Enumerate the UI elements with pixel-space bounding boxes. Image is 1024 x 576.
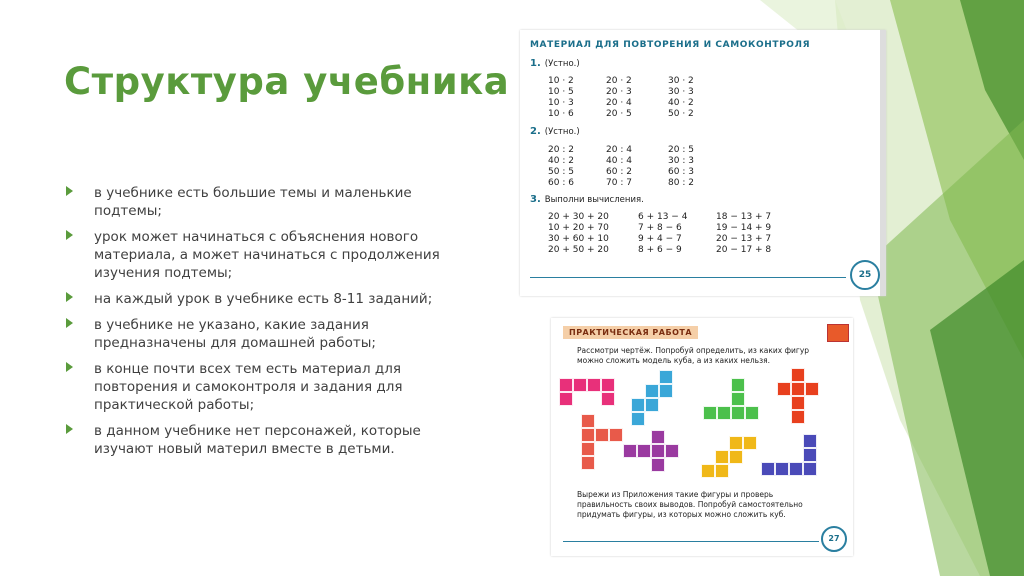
- bullet-text: в конце почти всех тем есть материал для повторения и самоконтроля и задания для практической работы;: [94, 361, 403, 413]
- task-number: 3.: [530, 194, 541, 205]
- bullet-arrow-icon: [66, 424, 73, 434]
- cube-net-square: [803, 434, 817, 448]
- cube-net-square: [645, 384, 659, 398]
- cube-net-square: [581, 442, 595, 456]
- task2-column-1: 20 : 2 40 : 2 50 : 5 60 : 6: [548, 145, 574, 188]
- task-1-header: [530, 58, 580, 69]
- practical-work-heading: ПРАКТИЧЕСКАЯ РАБОТА: [563, 326, 698, 339]
- task2-column-2: 20 : 4 40 : 4 60 : 2 70 : 7: [606, 145, 632, 188]
- cube-net-square: [777, 382, 791, 396]
- bullet-arrow-icon: [66, 186, 73, 196]
- task-label: (Устно.): [544, 59, 580, 69]
- cube-net-square: [651, 430, 665, 444]
- cube-net-square: [791, 410, 805, 424]
- bullet-arrow-icon: [66, 362, 73, 372]
- cube-net-square: [559, 378, 573, 392]
- cube-net-square: [731, 406, 745, 420]
- task1-column-3: 30 · 2 30 · 3 40 · 2 50 · 2: [668, 76, 694, 119]
- page-footer-rule: [530, 277, 846, 278]
- cube-net-square: [731, 392, 745, 406]
- cube-net-square: [791, 382, 805, 396]
- cube-net-square: [609, 428, 623, 442]
- cube-net-square: [581, 414, 595, 428]
- bullet-arrow-icon: [66, 230, 73, 240]
- cube-net-square: [651, 444, 665, 458]
- cube-net-square: [791, 396, 805, 410]
- cube-net-square: [623, 444, 637, 458]
- cube-net-square: [745, 406, 759, 420]
- task-2-header: [530, 126, 580, 137]
- bullet-text: урок может начинаться с объяснения нового материала, а может начинаться с продолжения изучения подтемы;: [94, 229, 440, 281]
- cube-net-square: [729, 450, 743, 464]
- cube-net-square: [717, 406, 731, 420]
- cube-net-square: [775, 462, 789, 476]
- cube-net-square: [559, 392, 573, 406]
- bullet-item: [66, 360, 446, 414]
- cube-net-square: [791, 368, 805, 382]
- cube-net-square: [665, 444, 679, 458]
- cube-net-square: [637, 444, 651, 458]
- cube-net-square: [595, 428, 609, 442]
- cube-net-square: [789, 462, 803, 476]
- cube-net-square: [731, 378, 745, 392]
- textbook-page-27: [551, 318, 853, 556]
- page25-heading: МАТЕРИАЛ ДЛЯ ПОВТОРЕНИЯ И САМОКОНТРОЛЯ: [530, 40, 811, 50]
- bullet-text: в учебнике есть большие темы и маленькие подтемы;: [94, 185, 412, 219]
- cube-net-square: [651, 458, 665, 472]
- textbook-page-25: [520, 30, 886, 296]
- cube-net-square: [601, 392, 615, 406]
- cube-net-square: [631, 412, 645, 426]
- cube-net-square: [743, 436, 757, 450]
- cube-net-square: [581, 456, 595, 470]
- bullet-arrow-icon: [66, 318, 73, 328]
- task1-column-2: 20 · 2 20 · 3 20 · 4 20 · 5: [606, 76, 632, 119]
- bullet-arrow-icon: [66, 292, 73, 302]
- page-number-badge: 25: [850, 260, 880, 290]
- cube-net-square: [729, 436, 743, 450]
- bullet-item: [66, 228, 446, 282]
- task2-column-3: 20 : 5 30 : 3 60 : 3 80 : 2: [668, 145, 694, 188]
- cube-net-square: [659, 384, 673, 398]
- task-label: (Устно.): [544, 127, 580, 137]
- cube-net-square: [715, 450, 729, 464]
- task-label: Выполни вычисления.: [544, 195, 644, 205]
- page-footer-rule: [563, 541, 819, 542]
- cube-net-square: [659, 370, 673, 384]
- cube-net-square: [703, 406, 717, 420]
- cube-net-square: [715, 464, 729, 478]
- cube-net-square: [803, 462, 817, 476]
- page-number-badge: 27: [821, 526, 847, 552]
- task-number: 1.: [530, 58, 541, 69]
- bullet-item: [66, 422, 446, 458]
- task3-column-2: 6 + 13 − 4 7 + 8 − 6 9 + 4 − 7 8 + 6 − 9: [638, 212, 688, 255]
- task-number: 2.: [530, 126, 541, 137]
- cube-net-square: [573, 378, 587, 392]
- bullet-item: [66, 290, 446, 308]
- bullet-item: [66, 184, 446, 220]
- bullet-item: [66, 316, 446, 352]
- cube-net-square: [645, 398, 659, 412]
- cube-net-square: [587, 378, 601, 392]
- task-3-header: [530, 194, 644, 205]
- bullet-text: в учебнике не указано, какие задания предназначены для домашней работы;: [94, 317, 376, 351]
- task3-column-1: 20 + 30 + 20 10 + 20 + 70 30 + 60 + 10 20 + 50 + 20: [548, 212, 609, 255]
- cube-net-square: [581, 428, 595, 442]
- bullet-list: [66, 184, 446, 466]
- practical-intro-text: Рассмотри чертёж. Попробуй определить, из каких фигур можно сложить модель куба, а из каких нельзя.: [577, 346, 810, 365]
- task3-column-3: 18 − 13 + 7 19 − 14 + 9 20 − 13 + 7 20 − 17 + 8: [716, 212, 772, 255]
- cube-net-square: [631, 398, 645, 412]
- practical-outro-text: Вырежи из Приложения такие фигуры и проверь правильность своих выводов. Попробуй самостоятельно придумать фигуры, из которых можно сложить куб.: [577, 490, 803, 519]
- cube-net-square: [761, 462, 775, 476]
- slide-title: Структура учебника: [64, 60, 510, 103]
- bullet-text: на каждый урок в учебнике есть 8-11 заданий;: [94, 291, 433, 307]
- task1-column-1: 10 · 2 10 · 5 10 · 3 10 · 6: [548, 76, 574, 119]
- book-icon: [827, 324, 849, 342]
- page-edge-strip: [880, 30, 886, 296]
- cube-net-square: [701, 464, 715, 478]
- bullet-text: в данном учебнике нет персонажей, которые изучают новый материл вместе в детьми.: [94, 423, 421, 457]
- cube-net-square: [803, 448, 817, 462]
- cube-net-square: [601, 378, 615, 392]
- cube-net-square: [805, 382, 819, 396]
